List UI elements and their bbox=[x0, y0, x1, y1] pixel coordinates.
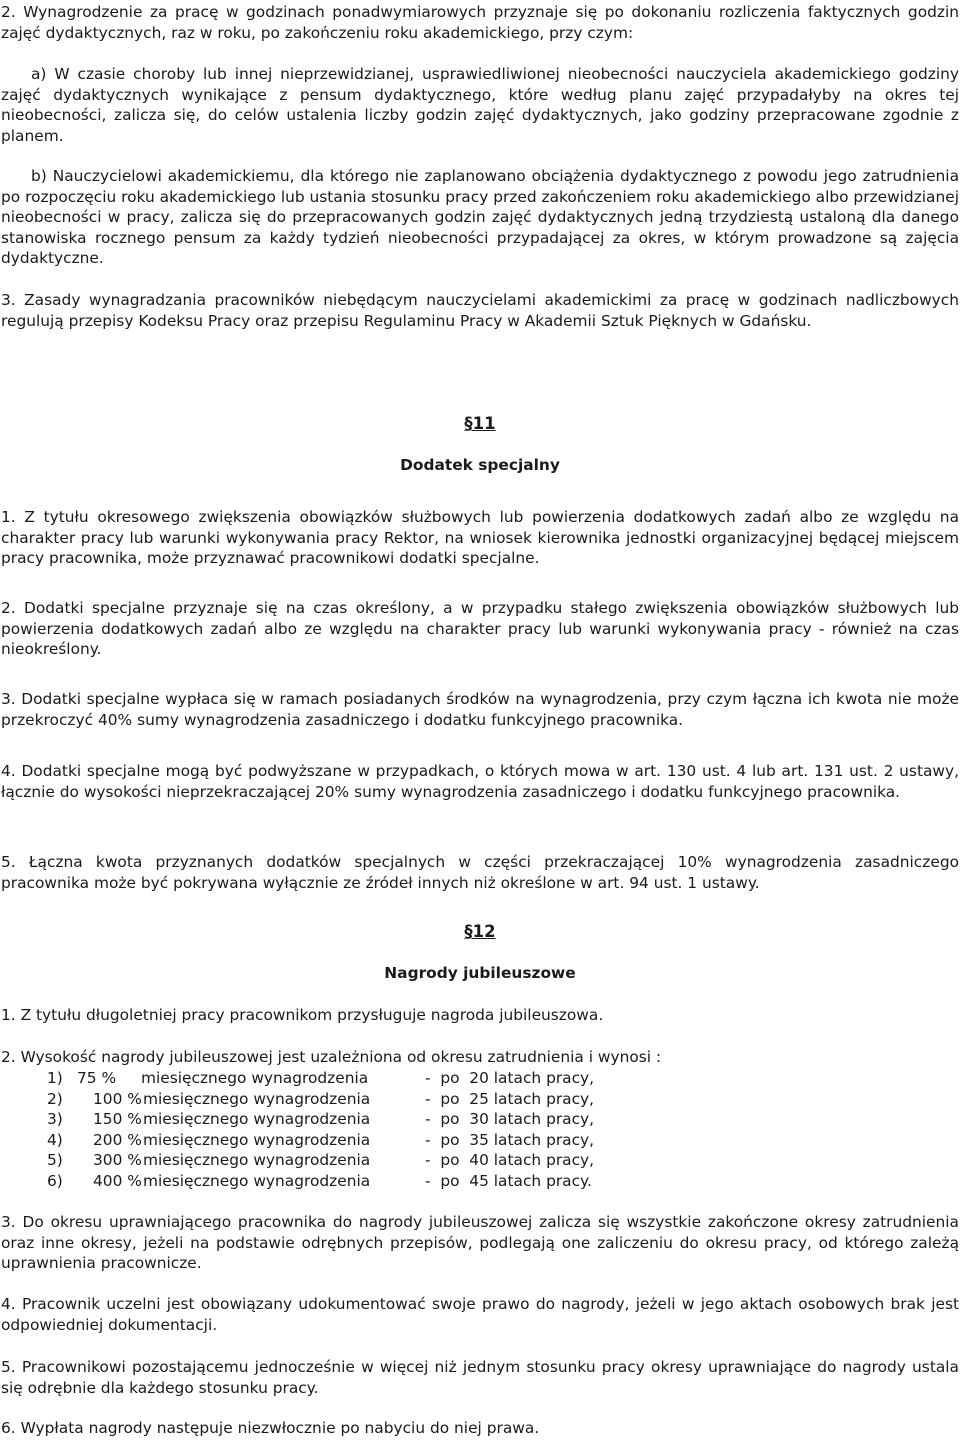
section-11-paragraph-2: 2. Dodatki specjalne przyznaje się na czas określony, a w przypadku stałego zwiększenia obowiązków służbowych lub powierzenia dodatkowych zadań albo ze względu na charakter pracy lub warunki wykonywania pracy - również na czas nieokreślony. bbox=[1, 599, 959, 659]
jubilee-row-period: - po 20 latach pracy, bbox=[425, 1069, 595, 1087]
jubilee-row-label: miesięcznego wynagrodzenia bbox=[143, 1089, 371, 1108]
jubilee-row-percent: 300 % bbox=[93, 1151, 142, 1170]
jubilee-row-period: - po 25 latach pracy, bbox=[425, 1089, 595, 1108]
section-12-number bbox=[0, 922, 960, 943]
jubilee-row-label: miesięcznego wynagrodzenia bbox=[141, 1069, 369, 1087]
jubilee-row-percent: 400 % bbox=[93, 1171, 142, 1190]
jubilee-row bbox=[47, 1109, 595, 1130]
jubilee-row bbox=[47, 1130, 595, 1151]
section-11-paragraph-5: 5. Łączna kwota przyznanych dodatków specjalnych w części przekraczającej 10% wynagrodzenia zasadniczego pracownika może być pokrywana wyłącznie ze źródeł innych niż określone w art. 94 ust. 1 ustawy. bbox=[1, 853, 959, 892]
section-12-paragraph-1: 1. Z tytułu długoletniej pracy pracownikom przysługuje nagroda jubileuszowa. bbox=[1, 1006, 604, 1024]
section-12-paragraph-4: 4. Pracownik uczelni jest obowiązany udokumentować swoje prawo do nagrody, jeżeli w jego aktach osobowych brak jest odpowiedniej dokumentacji. bbox=[1, 1295, 959, 1334]
section-11-paragraph-1: 1. Z tytułu okresowego zwiększenia obowiązków służbowych lub powierzenia dodatkowych zadań albo ze względu na charakter pracy lub warunki wykonywania pracy Rektor, na wniosek kierownika jednostki organizacyjnej będącej miejscem pracy pracownika, może przyznawać pracownikowi dodatki specjalne. bbox=[1, 508, 959, 568]
jubilee-row-percent: 150 % bbox=[93, 1110, 142, 1129]
section-11-title: Dodatek specjalny bbox=[400, 456, 560, 474]
section-12-paragraph-2: 2. Wysokość nagrody jubileuszowej jest uzależniona od okresu zatrudnienia i wynosi : bbox=[1, 1048, 662, 1066]
jubilee-row-label: miesięcznego wynagrodzenia bbox=[143, 1151, 371, 1170]
jubilee-row-period: - po 40 latach pracy, bbox=[425, 1151, 595, 1170]
jubilee-row bbox=[47, 1171, 592, 1192]
jubilee-row-number: 6) bbox=[47, 1171, 63, 1190]
jubilee-row-label: miesięcznego wynagrodzenia bbox=[143, 1171, 371, 1190]
jubilee-row bbox=[47, 1068, 595, 1089]
paragraph-2b: b) Nauczycielowi akademickiemu, dla którego nie zaplanowano obciążenia dydaktycznego z powodu jego zatrudnienia po rozpoczęciu roku akademickiego lub ustania stosunku pracy przed zakończeniem roku akademickiego albo przewidzianej nieobecności w pracy, zalicza się do przepracowanych godzin zajęć dydaktycznych jedną trzydziestą ustaloną dla danego stanowiska rocznego pensum za każdy tydzień nieobecności przypadającej za okres, w którym prowadzone są zajęcia dydaktyczne. bbox=[1, 167, 959, 268]
section-12-number-text: §12 bbox=[464, 922, 496, 941]
section-11-number bbox=[0, 414, 960, 435]
section-12-paragraph-3: 3. Do okresu uprawniającego pracownika do nagrody jubileuszowej zalicza się wszystkie zakończone okresy zatrudnienia oraz inne okresy, jeżeli na podstawie odrębnych przepisów, podlegają one zaliczeniu do okresu pracy, od którego zależą uprawnienia pracownicze. bbox=[1, 1213, 959, 1273]
jubilee-row-percent: 100 % bbox=[93, 1089, 142, 1108]
jubilee-row bbox=[47, 1089, 595, 1110]
paragraph-2a: a) W czasie choroby lub innej nieprzewidzianej, usprawiedliwionej nieobecności nauczyciela akademickiego godziny zajęć dydaktycznych wynikające z pensum dydaktycznego, które według planu zajęć przypadałyby na okres tej nieobecności, zalicza się, do celów ustalenia liczby godzin zajęć dydaktycznych, jako godziny przepracowane zgodnie z planem. bbox=[1, 65, 959, 145]
jubilee-row-period: - po 35 latach pracy, bbox=[425, 1130, 595, 1149]
jubilee-row-number: 3) bbox=[47, 1110, 63, 1129]
jubilee-row-number: 5) bbox=[47, 1151, 63, 1170]
jubilee-row-number: 1) bbox=[47, 1069, 63, 1087]
jubilee-row-percent: 75 % bbox=[77, 1069, 117, 1087]
jubilee-row-number: 2) bbox=[47, 1089, 63, 1108]
section-11-paragraph-4: 4. Dodatki specjalne mogą być podwyższane w przypadkach, o których mowa w art. 130 ust. 4 lub art. 131 ust. 2 ustawy, łącznie do wysokości nieprzekraczającej 20% sumy wynagrodzenia zasadniczego i dodatku funkcyjnego pracownika. bbox=[1, 762, 959, 801]
jubilee-row-label: miesięcznego wynagrodzenia bbox=[143, 1110, 371, 1129]
section-12-paragraph-5: 5. Pracownikowi pozostającemu jednocześnie w więcej niż jednym stosunku pracy okresy uprawniające do nagrody ustala się odrębnie dla każdego stosunku pracy. bbox=[1, 1358, 959, 1397]
jubilee-row-period: - po 30 latach pracy, bbox=[425, 1110, 595, 1129]
jubilee-row-period: - po 45 latach pracy. bbox=[425, 1171, 592, 1190]
jubilee-row-number: 4) bbox=[47, 1130, 63, 1149]
jubilee-row-label: miesięcznego wynagrodzenia bbox=[143, 1130, 371, 1149]
jubilee-award-list bbox=[47, 1068, 595, 1192]
section-12-title: Nagrody jubileuszowe bbox=[384, 964, 576, 982]
jubilee-row-percent: 200 % bbox=[93, 1130, 142, 1149]
jubilee-row bbox=[47, 1150, 595, 1171]
section-12-paragraph-6: 6. Wypłata nagrody następuje niezwłocznie po nabyciu do niej prawa. bbox=[1, 1419, 540, 1437]
section-11-paragraph-3: 3. Dodatki specjalne wypłaca się w ramach posiadanych środków na wynagrodzenia, przy czym łączna ich kwota nie może przekroczyć 40% sumy wynagrodzenia zasadniczego i dodatku funkcyjnego pracownika. bbox=[1, 690, 959, 729]
paragraph-3: 3. Zasady wynagradzania pracowników niebędącym nauczycielami akademickimi za pracę w godzinach nadliczbowych regulują przepisy Kodeksu Pracy oraz przepisu Regulaminu Pracy w Akademii Sztuk Pięknych w Gdańsku. bbox=[1, 291, 959, 330]
paragraph-2: 2. Wynagrodzenie za pracę w godzinach ponadwymiarowych przyznaje się po dokonaniu rozliczenia faktycznych godzin zajęć dydaktycznych, raz w roku, po zakończeniu roku akademickiego, przy czym: bbox=[1, 3, 959, 42]
section-11-number-text: §11 bbox=[464, 414, 496, 433]
